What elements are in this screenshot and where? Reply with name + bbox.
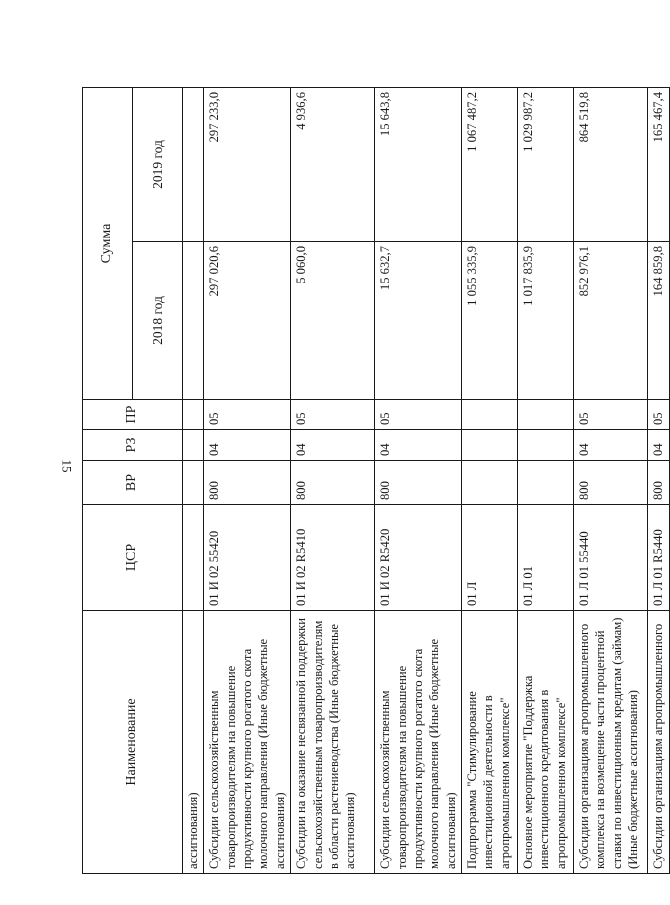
row-vr: 800 [647,461,669,505]
row-2018: 1 017 835,9 [517,242,573,400]
row-name: Субсидии организациям агропромышленного [647,611,669,874]
row-name: Подпрограмма "Стимулирование инвестиционной деятельности в агропромышленном комплексе" [461,611,517,874]
budget-table [82,87,670,874]
row-csr: 01 И 02 R5420 [375,505,462,611]
row-2019: 4 936,6 [291,88,375,242]
row-2019 [183,88,204,242]
row-2018 [183,242,204,400]
row-name: Субсидии сельскохозяйственным товаропроизводителям на повышение продуктивности крупного рогатого скота молочного направления (Иные бюджетные ассигнования) [204,611,291,874]
row-2019: 864 519,8 [573,88,647,242]
header-year-2019: 2019 год [133,88,183,242]
row-rz: 04 [573,430,647,461]
table-row [517,88,573,874]
header-sum: Сумма [83,88,133,400]
row-2019: 1 067 487,2 [461,88,517,242]
row-2019: 15 643,8 [375,88,462,242]
row-vr [183,461,204,505]
row-2019: 165 467,4 [647,88,669,242]
row-name: Субсидии на оказание несвязанной поддержки сельскохозяйственным товаропроизводителям в области растениеводства (Иные бюджетные ассигнования) [291,611,375,874]
row-rz [517,430,573,461]
table-row [375,88,462,874]
table-row [573,88,647,874]
header-pr: ПР [83,400,183,430]
row-pr [517,400,573,430]
row-vr: 800 [573,461,647,505]
row-csr: 01 Л 01 55440 [573,505,647,611]
row-csr: 01 И 02 R5410 [291,505,375,611]
row-pr [183,400,204,430]
row-pr: 05 [204,400,291,430]
budget-table-container [82,88,665,874]
row-name: Основное мероприятие "Поддержка инвестиционного кредитования в агропромышленном комплексе" [517,611,573,874]
row-vr: 800 [375,461,462,505]
row-2019: 1 029 987,2 [517,88,573,242]
row-pr: 05 [375,400,462,430]
table-row [291,88,375,874]
row-rz [461,430,517,461]
row-name: Субсидии организациям агропромышленного комплекса на возмещение части процентной ставки по инвестиционным кредитам (займам) (Иные бюджетные ассигнования) [573,611,647,874]
row-csr: 01 Л 01 [517,505,573,611]
page-number: 15 [59,459,75,473]
row-csr [183,505,204,611]
table-row [204,88,291,874]
header-vr: ВР [83,461,183,505]
row-rz: 04 [647,430,669,461]
row-csr: 01 И 02 55420 [204,505,291,611]
row-pr: 05 [291,400,375,430]
row-2018: 15 632,7 [375,242,462,400]
row-rz [183,430,204,461]
row-2018: 164 859,8 [647,242,669,400]
row-rz: 04 [204,430,291,461]
row-pr: 05 [647,400,669,430]
row-csr: 01 Л 01 R5440 [647,505,669,611]
row-vr: 800 [204,461,291,505]
row-vr: 800 [291,461,375,505]
row-vr [461,461,517,505]
row-rz: 04 [375,430,462,461]
row-2018: 852 976,1 [573,242,647,400]
row-rz: 04 [291,430,375,461]
row-2019: 297 233,0 [204,88,291,242]
header-rz: РЗ [83,430,183,461]
row-vr [517,461,573,505]
row-2018: 5 060,0 [291,242,375,400]
table-row [461,88,517,874]
row-name: ассигнования) [183,611,204,874]
header-year-2018: 2018 год [133,242,183,400]
row-2018: 1 055 335,9 [461,242,517,400]
row-name: Субсидии сельскохозяйственным товаропроизводителям на повышение продуктивности крупного рогатого скота молочного направления (Иные бюджетные ассигнования) [375,611,462,874]
table-row [183,88,204,874]
row-csr: 01 Л [461,505,517,611]
row-pr [461,400,517,430]
row-2018: 297 020,6 [204,242,291,400]
header-csr: ЦСР [83,505,183,611]
table-header-row-1 [83,88,133,874]
row-pr: 05 [573,400,647,430]
table-row [647,88,669,874]
header-name: Наименование [83,611,183,874]
